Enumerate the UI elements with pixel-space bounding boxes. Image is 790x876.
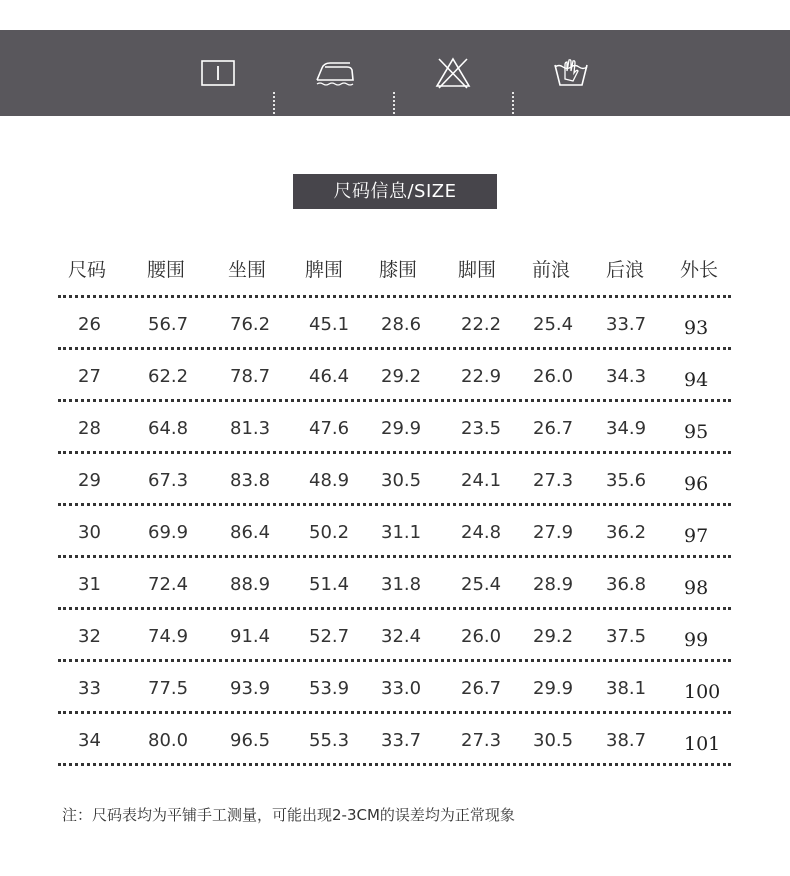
cell-back-rise: 34.3 <box>606 366 647 387</box>
cell-size: 34 <box>78 730 101 751</box>
cell-knee: 28.6 <box>381 314 422 335</box>
separator <box>273 92 275 114</box>
cell-front-rise: 28.9 <box>533 574 574 595</box>
cell-size: 26 <box>78 314 101 335</box>
cell-leg-opening: 26.7 <box>461 678 502 699</box>
cell-waist: 74.9 <box>148 626 189 647</box>
cell-knee: 29.2 <box>381 366 422 387</box>
header-thigh: 脾围 <box>305 259 344 281</box>
cell-outseam: 93 <box>684 317 709 339</box>
section-heading: 尺码信息/SIZE <box>293 174 497 209</box>
cell-outseam: 100 <box>684 681 721 703</box>
header-waist: 腰围 <box>147 259 186 281</box>
footnote: 注：尺码表均为平铺手工测量，可能出现2-3CM的误差均为正常现象 <box>62 806 515 824</box>
cell-outseam: 98 <box>684 577 709 599</box>
cell-front-rise: 26.7 <box>533 418 574 439</box>
cell-leg-opening: 27.3 <box>461 730 502 751</box>
separator <box>512 92 514 114</box>
cell-waist: 67.3 <box>148 470 189 491</box>
cell-hip: 76.2 <box>230 314 271 335</box>
cell-thigh: 45.1 <box>309 314 350 335</box>
cell-leg-opening: 25.4 <box>461 574 502 595</box>
cell-knee: 33.7 <box>381 730 422 751</box>
cell-hip: 88.9 <box>230 574 271 595</box>
tumble-dry-icon <box>200 30 236 116</box>
cell-thigh: 46.4 <box>309 366 350 387</box>
cell-hip: 96.5 <box>230 730 271 751</box>
cell-outseam: 97 <box>684 525 709 547</box>
row-divider <box>58 763 731 766</box>
cell-back-rise: 36.8 <box>606 574 647 595</box>
size-table <box>58 244 731 755</box>
cell-front-rise: 27.3 <box>533 470 574 491</box>
header-leg-opening: 脚围 <box>458 259 497 281</box>
table-row <box>58 611 731 663</box>
cell-hip: 83.8 <box>230 470 271 491</box>
hand-wash-icon <box>553 30 589 116</box>
cell-outseam: 99 <box>684 629 709 651</box>
cell-knee: 32.4 <box>381 626 422 647</box>
header-size: 尺码 <box>68 259 107 281</box>
iron-icon <box>314 30 356 116</box>
cell-thigh: 48.9 <box>309 470 350 491</box>
cell-hip: 81.3 <box>230 418 271 439</box>
row-divider <box>58 295 731 298</box>
table-row <box>58 455 731 507</box>
cell-thigh: 55.3 <box>309 730 350 751</box>
cell-size: 29 <box>78 470 101 491</box>
cell-outseam: 101 <box>684 733 721 755</box>
cell-waist: 56.7 <box>148 314 189 335</box>
table-row <box>58 663 731 715</box>
header-knee: 膝围 <box>379 259 418 281</box>
cell-knee: 31.1 <box>381 522 422 543</box>
cell-size: 32 <box>78 626 101 647</box>
table-row <box>58 351 731 403</box>
cell-leg-opening: 24.1 <box>461 470 502 491</box>
row-divider <box>58 659 731 662</box>
cell-leg-opening: 24.8 <box>461 522 502 543</box>
cell-hip: 93.9 <box>230 678 271 699</box>
cell-thigh: 51.4 <box>309 574 350 595</box>
row-divider <box>58 555 731 558</box>
care-banner <box>0 30 790 116</box>
cell-hip: 78.7 <box>230 366 271 387</box>
cell-size: 31 <box>78 574 101 595</box>
cell-outseam: 96 <box>684 473 709 495</box>
cell-leg-opening: 23.5 <box>461 418 502 439</box>
cell-knee: 31.8 <box>381 574 422 595</box>
table-header-row <box>58 244 731 296</box>
table-row <box>58 403 731 455</box>
cell-front-rise: 27.9 <box>533 522 574 543</box>
cell-back-rise: 37.5 <box>606 626 647 647</box>
row-divider <box>58 347 731 350</box>
row-divider <box>58 711 731 714</box>
cell-thigh: 50.2 <box>309 522 350 543</box>
cell-thigh: 53.9 <box>309 678 350 699</box>
cell-thigh: 47.6 <box>309 418 350 439</box>
table-row <box>58 299 731 351</box>
cell-size: 30 <box>78 522 101 543</box>
cell-back-rise: 38.1 <box>606 678 647 699</box>
cell-thigh: 52.7 <box>309 626 350 647</box>
cell-back-rise: 35.6 <box>606 470 647 491</box>
cell-waist: 72.4 <box>148 574 189 595</box>
cell-waist: 77.5 <box>148 678 189 699</box>
cell-front-rise: 25.4 <box>533 314 574 335</box>
cell-front-rise: 29.9 <box>533 678 574 699</box>
cell-hip: 91.4 <box>230 626 271 647</box>
cell-knee: 33.0 <box>381 678 422 699</box>
cell-leg-opening: 22.9 <box>461 366 502 387</box>
table-row <box>58 715 731 767</box>
cell-front-rise: 26.0 <box>533 366 574 387</box>
row-divider <box>58 399 731 402</box>
cell-knee: 30.5 <box>381 470 422 491</box>
cell-front-rise: 30.5 <box>533 730 574 751</box>
do-not-bleach-icon <box>434 30 472 116</box>
cell-size: 27 <box>78 366 101 387</box>
table-row <box>58 507 731 559</box>
cell-size: 33 <box>78 678 101 699</box>
cell-waist: 64.8 <box>148 418 189 439</box>
cell-outseam: 95 <box>684 421 709 443</box>
cell-knee: 29.9 <box>381 418 422 439</box>
cell-waist: 80.0 <box>148 730 189 751</box>
header-outseam: 外长 <box>680 259 719 281</box>
row-divider <box>58 607 731 610</box>
table-row <box>58 559 731 611</box>
header-front-rise: 前浪 <box>532 259 571 281</box>
cell-back-rise: 33.7 <box>606 314 647 335</box>
cell-size: 28 <box>78 418 101 439</box>
separator <box>393 92 395 114</box>
cell-leg-opening: 26.0 <box>461 626 502 647</box>
header-hip: 坐围 <box>228 259 267 281</box>
cell-front-rise: 29.2 <box>533 626 574 647</box>
cell-hip: 86.4 <box>230 522 271 543</box>
cell-back-rise: 38.7 <box>606 730 647 751</box>
cell-back-rise: 36.2 <box>606 522 647 543</box>
cell-back-rise: 34.9 <box>606 418 647 439</box>
row-divider <box>58 451 731 454</box>
cell-outseam: 94 <box>684 369 709 391</box>
header-back-rise: 后浪 <box>606 259 645 281</box>
cell-waist: 69.9 <box>148 522 189 543</box>
row-divider <box>58 503 731 506</box>
cell-waist: 62.2 <box>148 366 189 387</box>
cell-leg-opening: 22.2 <box>461 314 502 335</box>
